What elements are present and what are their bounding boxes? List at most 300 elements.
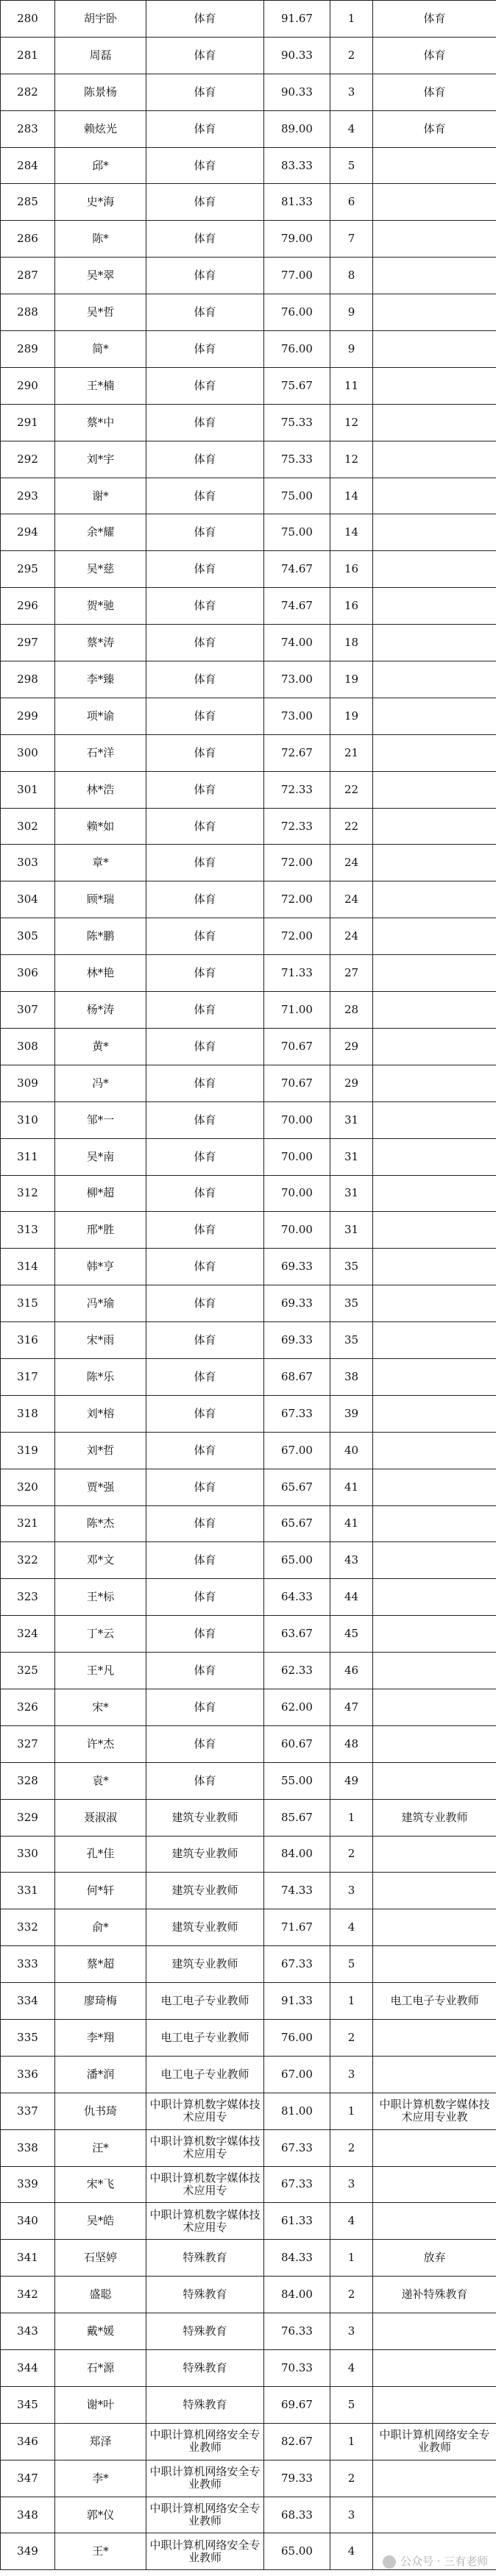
score-cell: 74.00 (264, 625, 330, 661)
note-cell (373, 1579, 496, 1616)
rank-cell: 41 (330, 1505, 373, 1542)
note-cell (373, 1395, 496, 1432)
name-cell: 蔡*超 (55, 1946, 146, 1983)
subject-cell: 体育 (146, 588, 264, 625)
name-cell: 戴*媛 (55, 2313, 146, 2350)
subject-cell: 体育 (146, 478, 264, 514)
rank-cell: 41 (330, 1469, 373, 1505)
seq-cell: 289 (1, 331, 55, 368)
table-row (1, 1799, 496, 1836)
subject-cell: 中职计算机网络安全专业教师 (146, 2533, 264, 2570)
score-cell: 72.33 (264, 771, 330, 808)
rank-cell: 7 (330, 221, 373, 258)
rank-cell: 16 (330, 551, 373, 588)
subject-cell: 体育 (146, 1028, 264, 1065)
note-cell (373, 1432, 496, 1469)
rank-cell: 45 (330, 1616, 373, 1653)
note-cell (373, 918, 496, 955)
subject-cell: 体育 (146, 441, 264, 478)
rank-cell: 11 (330, 367, 373, 404)
note-cell (373, 2313, 496, 2350)
name-cell: 黄* (55, 1028, 146, 1065)
note-cell (373, 1322, 496, 1359)
rank-cell: 43 (330, 1542, 373, 1579)
table-row (1, 74, 496, 110)
seq-cell: 285 (1, 184, 55, 221)
name-cell: 石*洋 (55, 734, 146, 771)
note-cell (373, 331, 496, 368)
table-row (1, 1138, 496, 1175)
table-row (1, 2093, 496, 2129)
rank-cell: 31 (330, 1138, 373, 1175)
seq-cell: 287 (1, 258, 55, 294)
score-cell: 68.33 (264, 2497, 330, 2533)
score-cell: 73.00 (264, 698, 330, 734)
rank-cell: 14 (330, 514, 373, 551)
subject-cell: 体育 (146, 881, 264, 918)
table-row (1, 294, 496, 331)
subject-cell: 体育 (146, 661, 264, 698)
seq-cell: 313 (1, 1212, 55, 1249)
note-cell: 电工电子专业教师 (373, 1983, 496, 2020)
subject-cell: 体育 (146, 404, 264, 441)
note-cell: 体育 (373, 37, 496, 74)
table-row (1, 1065, 496, 1101)
subject-cell: 中职计算机数字媒体技术应用专 (146, 2093, 264, 2129)
table-row (1, 992, 496, 1029)
seq-cell: 346 (1, 2423, 55, 2460)
subject-cell: 体育 (146, 771, 264, 808)
table-row (1, 1579, 496, 1616)
rank-cell: 2 (330, 2129, 373, 2166)
rank-cell: 1 (330, 2240, 373, 2277)
table-row (1, 698, 496, 734)
name-cell: 宋* (55, 1689, 146, 1725)
name-cell: 冯*瑜 (55, 1285, 146, 1322)
subject-cell: 电工电子专业教师 (146, 1983, 264, 2020)
seq-cell: 333 (1, 1946, 55, 1983)
rank-cell: 1 (330, 2093, 373, 2129)
score-cell: 60.67 (264, 1725, 330, 1762)
score-cell: 70.00 (264, 1212, 330, 1249)
note-cell (373, 992, 496, 1029)
name-cell: 邓*文 (55, 1542, 146, 1579)
score-cell: 70.00 (264, 1175, 330, 1212)
name-cell: 何*轩 (55, 1873, 146, 1909)
note-cell (373, 221, 496, 258)
seq-cell: 323 (1, 1579, 55, 1616)
name-cell: 简* (55, 331, 146, 368)
rank-cell: 6 (330, 184, 373, 221)
table-row (1, 1175, 496, 1212)
score-cell: 62.33 (264, 1653, 330, 1689)
seq-cell: 281 (1, 37, 55, 74)
rank-cell: 2 (330, 2019, 373, 2056)
score-cell: 84.00 (264, 2277, 330, 2313)
score-cell: 74.33 (264, 1873, 330, 1909)
seq-cell: 327 (1, 1725, 55, 1762)
note-cell (373, 1725, 496, 1762)
seq-cell: 308 (1, 1028, 55, 1065)
note-cell (373, 1689, 496, 1725)
name-cell: 林*艳 (55, 955, 146, 992)
score-cell: 55.00 (264, 1762, 330, 1799)
subject-cell: 体育 (146, 1432, 264, 1469)
subject-cell: 建筑专业教师 (146, 1836, 264, 1873)
score-cell: 69.33 (264, 1249, 330, 1285)
seq-cell: 317 (1, 1358, 55, 1395)
subject-cell: 体育 (146, 992, 264, 1029)
rank-cell: 4 (330, 110, 373, 147)
note-cell: 中职计算机数字媒体技术应用专业教 (373, 2093, 496, 2129)
score-cell: 70.67 (264, 1028, 330, 1065)
subject-cell: 体育 (146, 74, 264, 110)
subject-cell: 建筑专业教师 (146, 1946, 264, 1983)
name-cell: 王*凡 (55, 1653, 146, 1689)
rank-cell: 2 (330, 37, 373, 74)
seq-cell: 344 (1, 2350, 55, 2387)
score-cell: 83.33 (264, 147, 330, 184)
rank-cell: 39 (330, 1395, 373, 1432)
table-row (1, 1249, 496, 1285)
watermark-text: 公众号 · 三有老师 (400, 2555, 489, 2568)
name-cell: 李*臻 (55, 661, 146, 698)
note-cell (373, 514, 496, 551)
note-cell (373, 2386, 496, 2423)
note-cell (373, 478, 496, 514)
table-row (1, 1395, 496, 1432)
score-cell: 67.33 (264, 2166, 330, 2203)
note-cell (373, 551, 496, 588)
table-row (1, 1983, 496, 2020)
seq-cell: 314 (1, 1249, 55, 1285)
table-row (1, 955, 496, 992)
rank-cell: 1 (330, 1, 373, 38)
note-cell (373, 2497, 496, 2533)
note-cell (373, 1762, 496, 1799)
name-cell: 柳*超 (55, 1175, 146, 1212)
subject-cell: 中职计算机网络安全专业教师 (146, 2423, 264, 2460)
table-row (1, 1946, 496, 1983)
subject-cell: 体育 (146, 1395, 264, 1432)
rank-cell: 29 (330, 1028, 373, 1065)
rank-cell: 12 (330, 441, 373, 478)
rank-cell: 3 (330, 2056, 373, 2093)
score-cell: 76.00 (264, 294, 330, 331)
table-row (1, 2166, 496, 2203)
note-cell: 递补特殊教育 (373, 2277, 496, 2313)
subject-cell: 体育 (146, 698, 264, 734)
subject-cell: 体育 (146, 258, 264, 294)
score-cell: 67.33 (264, 2129, 330, 2166)
score-cell: 75.67 (264, 367, 330, 404)
score-cell: 63.67 (264, 1616, 330, 1653)
table-row (1, 331, 496, 368)
table-row (1, 2350, 496, 2387)
subject-cell: 体育 (146, 808, 264, 845)
name-cell: 章* (55, 845, 146, 881)
seq-cell: 280 (1, 1, 55, 38)
rank-cell: 4 (330, 1909, 373, 1946)
note-cell (373, 1285, 496, 1322)
subject-cell: 体育 (146, 1, 264, 38)
rank-cell: 24 (330, 918, 373, 955)
rank-cell: 5 (330, 2386, 373, 2423)
rank-cell: 18 (330, 625, 373, 661)
seq-cell: 328 (1, 1762, 55, 1799)
subject-cell: 中职计算机网络安全专业教师 (146, 2460, 264, 2497)
table-row (1, 1358, 496, 1395)
score-cell: 68.67 (264, 1358, 330, 1395)
seq-cell: 304 (1, 881, 55, 918)
rank-cell: 19 (330, 698, 373, 734)
table-row (1, 1836, 496, 1873)
name-cell: 刘*哲 (55, 1432, 146, 1469)
subject-cell: 体育 (146, 625, 264, 661)
seq-cell: 345 (1, 2386, 55, 2423)
rank-cell: 3 (330, 2497, 373, 2533)
note-cell (373, 771, 496, 808)
rank-cell: 2 (330, 2460, 373, 2497)
seq-cell: 340 (1, 2203, 55, 2240)
table-row (1, 881, 496, 918)
subject-cell: 体育 (146, 514, 264, 551)
score-cell: 67.00 (264, 1432, 330, 1469)
score-cell: 90.33 (264, 74, 330, 110)
seq-cell: 291 (1, 404, 55, 441)
table-row (1, 1, 496, 38)
note-cell (373, 294, 496, 331)
seq-cell: 325 (1, 1653, 55, 1689)
note-cell: 中职计算机网络安全专业教师 (373, 2423, 496, 2460)
subject-cell: 体育 (146, 147, 264, 184)
table-row (1, 1432, 496, 1469)
score-cell: 77.00 (264, 258, 330, 294)
note-cell: 体育 (373, 74, 496, 110)
seq-cell: 339 (1, 2166, 55, 2203)
name-cell: 石坚婷 (55, 2240, 146, 2277)
rank-cell: 47 (330, 1689, 373, 1725)
score-cell: 70.67 (264, 1065, 330, 1101)
table-row (1, 1285, 496, 1322)
name-cell: 蔡*中 (55, 404, 146, 441)
subject-cell: 特殊教育 (146, 2313, 264, 2350)
rank-cell: 48 (330, 1725, 373, 1762)
table-row (1, 918, 496, 955)
score-cell: 73.00 (264, 661, 330, 698)
subject-cell: 体育 (146, 367, 264, 404)
note-cell (373, 258, 496, 294)
subject-cell: 体育 (146, 221, 264, 258)
seq-cell: 349 (1, 2533, 55, 2570)
name-cell: 冯* (55, 1065, 146, 1101)
rank-cell: 49 (330, 1762, 373, 1799)
note-cell (373, 1873, 496, 1909)
seq-cell: 306 (1, 955, 55, 992)
seq-cell: 303 (1, 845, 55, 881)
rank-cell: 5 (330, 1946, 373, 1983)
name-cell: 吴*皓 (55, 2203, 146, 2240)
score-cell: 75.33 (264, 441, 330, 478)
subject-cell: 电工电子专业教师 (146, 2019, 264, 2056)
score-cell: 76.00 (264, 2019, 330, 2056)
score-cell: 71.67 (264, 1909, 330, 1946)
score-cell: 71.00 (264, 992, 330, 1029)
note-cell (373, 1358, 496, 1395)
table-row (1, 2386, 496, 2423)
table-row (1, 2497, 496, 2533)
note-cell (373, 441, 496, 478)
score-cell: 85.67 (264, 1799, 330, 1836)
seq-cell: 284 (1, 147, 55, 184)
score-cell: 61.33 (264, 2203, 330, 2240)
rank-cell: 21 (330, 734, 373, 771)
watermark (383, 2553, 488, 2569)
seq-cell: 335 (1, 2019, 55, 2056)
seq-cell: 290 (1, 367, 55, 404)
note-cell (373, 404, 496, 441)
table-row (1, 514, 496, 551)
name-cell: 邹*一 (55, 1101, 146, 1138)
score-cell: 65.67 (264, 1469, 330, 1505)
wechat-icon (383, 2555, 396, 2569)
seq-cell: 341 (1, 2240, 55, 2277)
seq-cell: 282 (1, 74, 55, 110)
seq-cell: 309 (1, 1065, 55, 1101)
rank-cell: 3 (330, 2313, 373, 2350)
score-cell: 62.00 (264, 1689, 330, 1725)
score-cell: 65.00 (264, 1542, 330, 1579)
table-row (1, 1909, 496, 1946)
score-cell: 65.67 (264, 1505, 330, 1542)
note-cell (373, 2019, 496, 2056)
seq-cell: 319 (1, 1432, 55, 1469)
seq-cell: 300 (1, 734, 55, 771)
score-cell: 70.33 (264, 2350, 330, 2387)
table-row (1, 771, 496, 808)
table-row (1, 221, 496, 258)
seq-cell: 312 (1, 1175, 55, 1212)
table-row (1, 734, 496, 771)
note-cell (373, 1505, 496, 1542)
score-cell: 72.00 (264, 918, 330, 955)
name-cell: 陈* (55, 221, 146, 258)
subject-cell: 体育 (146, 1249, 264, 1285)
name-cell: 宋*飞 (55, 2166, 146, 2203)
subject-cell: 体育 (146, 734, 264, 771)
name-cell: 仇书琦 (55, 2093, 146, 2129)
seq-cell: 305 (1, 918, 55, 955)
subject-cell: 体育 (146, 331, 264, 368)
seq-cell: 342 (1, 2277, 55, 2313)
seq-cell: 321 (1, 1505, 55, 1542)
subject-cell: 中职计算机数字媒体技术应用专 (146, 2129, 264, 2166)
note-cell (373, 808, 496, 845)
name-cell: 邢*胜 (55, 1212, 146, 1249)
name-cell: 潘*润 (55, 2056, 146, 2093)
subject-cell: 体育 (146, 1175, 264, 1212)
name-cell: 史*海 (55, 184, 146, 221)
note-cell: 体育 (373, 1, 496, 38)
rank-cell: 19 (330, 661, 373, 698)
seq-cell: 297 (1, 625, 55, 661)
score-cell: 70.00 (264, 1138, 330, 1175)
name-cell: 赖炫光 (55, 110, 146, 147)
note-cell (373, 845, 496, 881)
score-cell: 69.33 (264, 1322, 330, 1359)
seq-cell: 316 (1, 1322, 55, 1359)
name-cell: 廖琦梅 (55, 1983, 146, 2020)
table-row (1, 478, 496, 514)
name-cell: 赖*如 (55, 808, 146, 845)
seq-cell: 337 (1, 2093, 55, 2129)
note-cell (373, 1836, 496, 1873)
score-cell: 82.67 (264, 2423, 330, 2460)
rank-cell: 31 (330, 1175, 373, 1212)
table-row (1, 2203, 496, 2240)
seq-cell: 295 (1, 551, 55, 588)
name-cell: 吴*南 (55, 1138, 146, 1175)
subject-cell: 体育 (146, 1065, 264, 1101)
table-row (1, 2240, 496, 2277)
rank-cell: 8 (330, 258, 373, 294)
note-cell (373, 1212, 496, 1249)
table-row (1, 1505, 496, 1542)
rank-cell: 4 (330, 2533, 373, 2570)
name-cell: 刘*宇 (55, 441, 146, 478)
rank-cell: 38 (330, 1358, 373, 1395)
score-cell: 67.00 (264, 2056, 330, 2093)
note-cell (373, 1028, 496, 1065)
score-cell: 67.33 (264, 1946, 330, 1983)
subject-cell: 体育 (146, 1579, 264, 1616)
score-cell: 72.00 (264, 881, 330, 918)
name-cell: 谢* (55, 478, 146, 514)
table-row (1, 2056, 496, 2093)
subject-cell: 体育 (146, 1358, 264, 1395)
name-cell: 宋*雨 (55, 1322, 146, 1359)
table-row (1, 1689, 496, 1725)
name-cell: 李*翔 (55, 2019, 146, 2056)
note-cell (373, 2203, 496, 2240)
score-cell: 81.33 (264, 184, 330, 221)
subject-cell: 特殊教育 (146, 2386, 264, 2423)
seq-cell: 318 (1, 1395, 55, 1432)
score-cell: 79.33 (264, 2460, 330, 2497)
score-cell: 65.00 (264, 2533, 330, 2570)
name-cell: 许*杰 (55, 1725, 146, 1762)
results-table-body (1, 1, 496, 2570)
rank-cell: 1 (330, 1983, 373, 2020)
score-cell: 91.33 (264, 1983, 330, 2020)
rank-cell: 24 (330, 845, 373, 881)
note-cell (373, 1909, 496, 1946)
name-cell: 孔*佳 (55, 1836, 146, 1873)
note-cell (373, 625, 496, 661)
table-row (1, 1725, 496, 1762)
table-row (1, 625, 496, 661)
rank-cell: 22 (330, 808, 373, 845)
note-cell: 建筑专业教师 (373, 1799, 496, 1836)
name-cell: 郭*仪 (55, 2497, 146, 2533)
note-cell: 体育 (373, 110, 496, 147)
table-row (1, 661, 496, 698)
score-cell: 81.00 (264, 2093, 330, 2129)
name-cell: 聂淑淑 (55, 1799, 146, 1836)
name-cell: 周磊 (55, 37, 146, 74)
name-cell: 吴*慈 (55, 551, 146, 588)
rank-cell: 3 (330, 2166, 373, 2203)
